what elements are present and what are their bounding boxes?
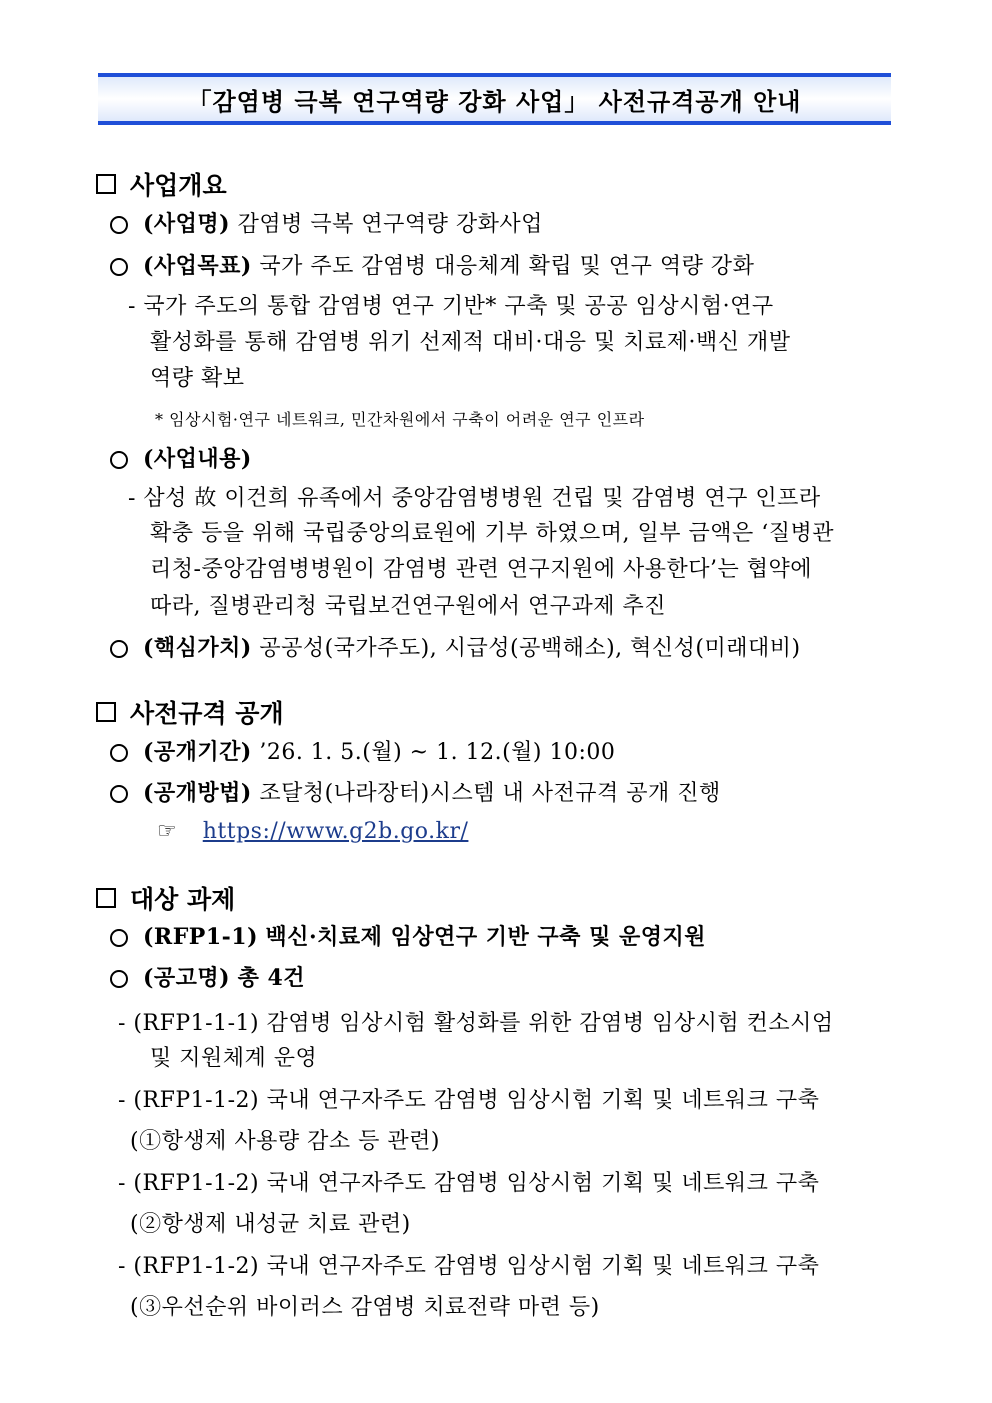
content-line-1: - 삼성 故 이건희 유족에서 중앙감염병병원 건립 및 감염병 연구 인프라 <box>128 486 821 511</box>
square-bullet-icon <box>96 174 116 194</box>
circle-bullet-icon <box>110 929 128 947</box>
content-line-3: 리청-중앙감염병병원이 감염병 관련 연구지원에 사용한다’는 협약에 <box>150 557 812 582</box>
overview-name-line: (사업명) 감염병 극복 연구역량 강화사업 <box>143 211 543 237</box>
task-item-2-line-1: - (RFP1-1-2) 국내 연구자주도 감염병 임상시험 기획 및 네트워크 구축 <box>118 1088 820 1113</box>
task-item-4-line-2: (③우선순위 바이러스 감염병 치료전략 마련 등) <box>130 1295 600 1320</box>
task-item-1-line-2: 및 지원체계 운영 <box>150 1046 318 1071</box>
task-item-3-line-2: (②항생제 내성균 치료 관련) <box>130 1212 411 1237</box>
overview-content-heading: (사업내용) <box>143 446 252 472</box>
square-bullet-icon <box>96 702 116 722</box>
goal-footnote: * 임상시험·연구 네트워크, 민간차원에서 구축이 어려운 연구 인프라 <box>155 410 645 429</box>
task-item-1-line-1: - (RFP1-1-1) 감염병 임상시험 활성화를 위한 감염병 임상시험 컨소시엄 <box>118 1011 834 1036</box>
section-tasks-heading: 대상 과제 <box>96 880 235 916</box>
document-title: 「감염병 극복 연구역량 강화 사업」 사전규격공개 안내 <box>187 87 802 116</box>
task-item-3-line-1: - (RFP1-1-2) 국내 연구자주도 감염병 임상시험 기획 및 네트워크 구축 <box>118 1171 820 1196</box>
overview-goal-line: (사업목표) 국가 주도 감염병 대응체계 확립 및 연구 역량 강화 <box>143 253 755 279</box>
tasks-rfp-line: (RFP1-1) 백신·치료제 임상연구 기반 구축 및 운영지원 <box>143 924 707 950</box>
circle-bullet-icon <box>110 640 128 658</box>
disclosure-method-line: (공개방법) 조달청(나라장터)시스템 내 사전규격 공개 진행 <box>143 780 721 806</box>
circle-bullet-icon <box>110 785 128 803</box>
pointer-hand-icon: ☞ <box>157 819 178 844</box>
g2b-link[interactable]: https://www.g2b.go.kr/ <box>202 819 469 844</box>
content-line-4: 따라, 질병관리청 국립보건연구원에서 연구과제 추진 <box>150 594 667 619</box>
document-title-box <box>98 73 891 125</box>
circle-bullet-icon <box>110 216 128 234</box>
disclosure-url-line <box>157 819 468 844</box>
task-item-2-line-2: (①항생제 사용량 감소 등 관련) <box>130 1129 440 1154</box>
square-bullet-icon <box>96 888 116 908</box>
section-overview-heading: 사업개요 <box>96 166 227 202</box>
overview-value-line: (핵심가치) 공공성(국가주도), 시급성(공백해소), 혁신성(미래대비) <box>143 635 801 661</box>
circle-bullet-icon <box>110 744 128 762</box>
circle-bullet-icon <box>110 970 128 988</box>
tasks-count-line: (공고명) 총 4건 <box>143 965 306 991</box>
goal-detail-line-3: 역량 확보 <box>150 366 245 391</box>
circle-bullet-icon <box>110 258 128 276</box>
section-disclosure-heading: 사전규격 공개 <box>96 694 284 730</box>
task-item-4-line-1: - (RFP1-1-2) 국내 연구자주도 감염병 임상시험 기획 및 네트워크 구축 <box>118 1254 820 1279</box>
circle-bullet-icon <box>110 451 128 469</box>
content-line-2: 확충 등을 위해 국립중앙의료원에 기부 하였으며, 일부 금액은 ‘질병관 <box>150 521 834 546</box>
goal-detail-line-1: - 국가 주도의 통합 감염병 연구 기반* 구축 및 공공 임상시험·연구 <box>128 294 774 319</box>
goal-detail-line-2: 활성화를 통해 감염병 위기 선제적 대비·대응 및 치료제·백신 개발 <box>150 330 791 355</box>
disclosure-period-line: (공개기간) ’26. 1. 5.(월) ~ 1. 12.(월) 10:00 <box>143 739 616 765</box>
